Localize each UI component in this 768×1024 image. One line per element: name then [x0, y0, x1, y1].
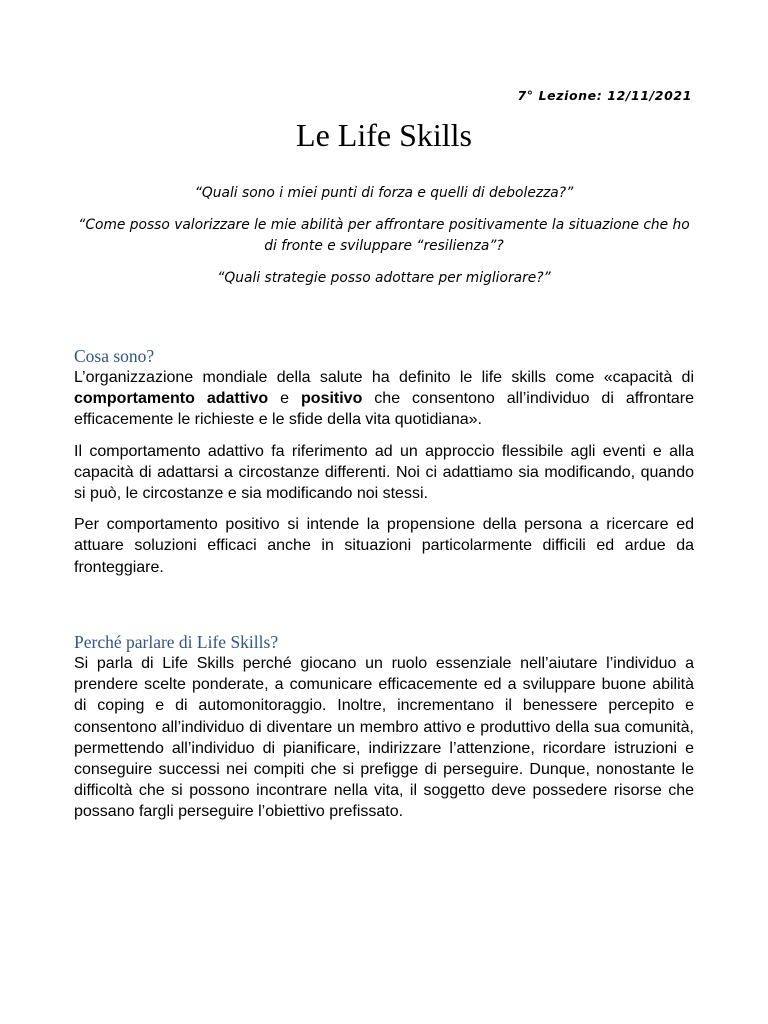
section-cosa-sono — [74, 345, 694, 578]
section-perche-parlare — [74, 631, 694, 823]
paragraph-adaptive: Il comportamento adattivo fa riferimento ad un approccio flessibile agli eventi e alla capacità di adattarsi a circostanze differenti. Noi ci adattiamo sia modificando, quando si può, le circostanze e sia modificando noi stessi. — [74, 442, 694, 503]
text-run: L’organizzazione mondiale della salute ha definito le life skills come «capacità di — [74, 369, 694, 386]
section-heading: Perché parlare di Life Skills? — [74, 632, 279, 652]
bold-term-positivo: positivo — [301, 390, 363, 408]
section-heading: Cosa sono? — [74, 346, 155, 366]
guiding-questions — [70, 183, 698, 300]
page-title: Le Life Skills — [296, 117, 472, 153]
quote-strategies: “Quali strategie posso adottare per migliorare?” — [217, 270, 551, 286]
quote-strengths: “Quali sono i miei punti di forza e quelli di debolezza?” — [194, 185, 574, 201]
text-run: che consentono all’individuo di affrontare efficacemente le richieste e le sfide della vita quotidiana». — [74, 390, 695, 429]
paragraph-positive: Per comportamento positivo si intende la propensione della persona a ricercare ed attuare soluzioni efficaci anche in situazioni particolarmente difficili ed ardue da fronteggiare. — [74, 516, 694, 576]
text-run: e — [268, 390, 302, 408]
paragraph-definition — [74, 367, 694, 431]
quote-abilities: “Come posso valorizzare le mie abilità per affrontare positivamente la situazione che ho di fronte e sviluppare “resilienza”? — [78, 217, 690, 254]
bold-term-adattivo: comportamento adattivo — [74, 390, 269, 408]
paragraph-reasons: Si parla di Life Skills perché giocano un ruolo essenziale nell’aiutare l’individuo a prendere scelte ponderate, a comunicare efficacemente ed a sviluppare buone abilità di coping e di automonitoraggio. Inoltre, incrementano il benessere percepito e consentono all’individuo di diventare un membro attivo e produttivo della sua comunità, permettendo all’individuo di pianificare, indirizzare l’attenzione, ricordare istruzioni e conseguire successi nei compiti che si prefigge di perseguire. Dunque, nonostante le difficoltà che si possono incontrare nella vita, il soggetto deve possedere risorse che possano fargli perseguire l’obiettivo prefissato. — [74, 655, 694, 821]
lesson-date: 7° Lezione: 12/11/2021 — [517, 88, 692, 103]
